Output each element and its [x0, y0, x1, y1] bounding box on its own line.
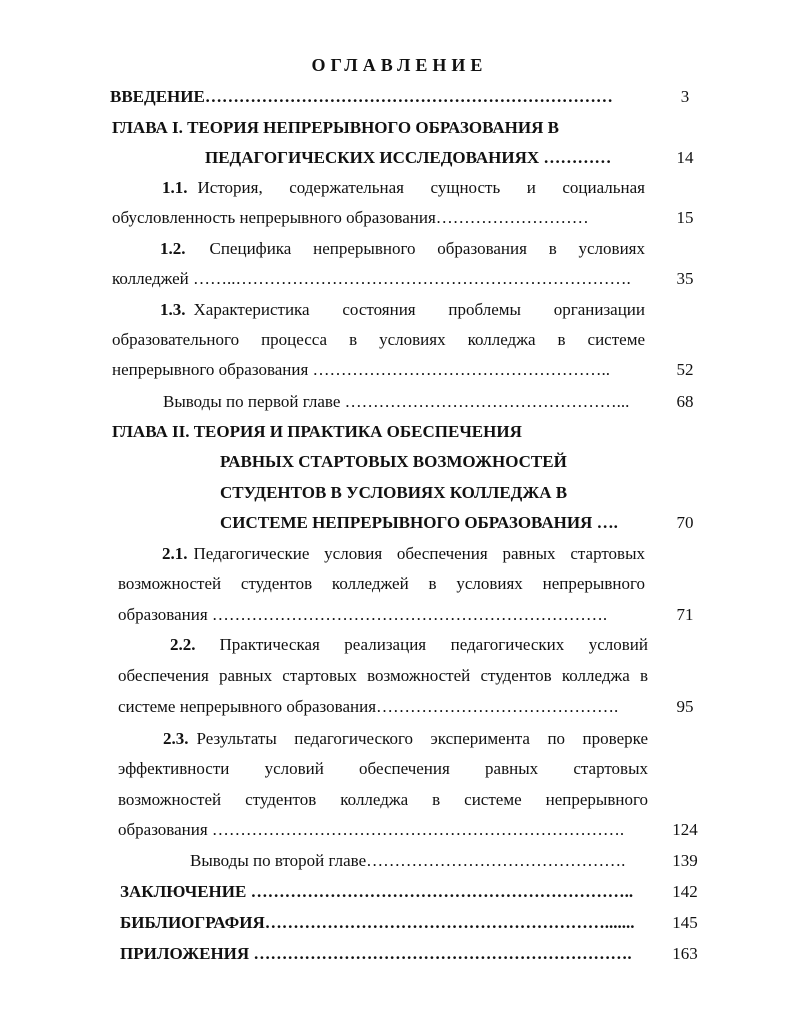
toc-page-intro: 3	[680, 87, 690, 106]
section-number: 2.3.	[163, 729, 189, 748]
toc-section-2-1-line3: образования …………………………………………………………….	[118, 605, 608, 624]
toc-chapter2-line3: СТУДЕНТОВ В УСЛОВИЯХ КОЛЛЕДЖА В	[220, 483, 568, 502]
toc-page-appendices: 163	[672, 944, 698, 963]
section-number: 1.1.	[162, 178, 188, 197]
toc-section-2-3-line2: эффективности условий обеспечения равных стартовых	[118, 759, 648, 778]
toc-page-chapter2: 70	[676, 513, 694, 532]
toc-section-1-3-line2: образовательного процесса в условиях колледжа в системе	[112, 330, 645, 349]
section-number: 2.1.	[162, 544, 188, 563]
toc-page-1-1: 15	[676, 208, 694, 227]
section-number: 2.2.	[170, 635, 196, 654]
toc-page-2-2: 95	[676, 697, 694, 716]
toc-conclusions-ch1: Выводы по первой главе …………………………………………...	[163, 392, 630, 411]
toc-section-2-3-line4: образования ……………………………………………………………….	[118, 820, 625, 839]
toc-section-1-3-line3: непрерывного образования ……………………………………………..	[112, 360, 611, 379]
toc-entry-bibliography-text: БИБЛИОГРАФИЯ…………………………………………………….......	[120, 913, 635, 932]
toc-page-conclusions-ch2: 139	[672, 851, 698, 870]
toc-entry-appendices	[120, 943, 632, 965]
toc-page-1-3: 52	[676, 360, 694, 379]
section-title: Результаты педагогического эксперимента по проверке	[196, 729, 648, 748]
section-number: 1.2.	[160, 239, 186, 258]
toc-entry-appendices-text: ПРИЛОЖЕНИЯ ………………………………………………………….	[120, 944, 632, 963]
section-title: Специфика непрерывного образования в условиях	[209, 239, 645, 258]
toc-page-1-2: 35	[676, 269, 694, 288]
toc-entry-conclusion-text: ЗАКЛЮЧЕНИЕ …………………………………………………………..	[120, 882, 634, 901]
toc-chapter2-line2: РАВНЫХ СТАРТОВЫХ ВОЗМОЖНОСТЕЙ	[220, 452, 567, 471]
toc-section-2-1-line2: возможностей студентов колледжей в условиях непрерывного	[118, 574, 645, 593]
section-title: Характеристика состояния проблемы организации	[193, 300, 645, 319]
toc-section-2-2-line3: системе непрерывного образования…………………………………….	[118, 697, 619, 716]
toc-chapter2-line4: СИСТЕМЕ НЕПРЕРЫВНОГО ОБРАЗОВАНИЯ ….	[220, 513, 618, 532]
section-number: 1.3.	[160, 300, 186, 319]
toc-section-1-2-line2: колледжей ……..…………………………………………………………….	[112, 269, 631, 288]
toc-section-1-1-line2: обусловленность непрерывного образования………………………	[112, 208, 589, 227]
toc-page-bibliography: 145	[672, 913, 698, 932]
toc-page-conclusion: 142	[672, 882, 698, 901]
toc-section-2-1-line1	[162, 543, 645, 565]
toc-section-1-1-line1	[162, 177, 645, 199]
section-title: История, содержательная сущность и социальная	[197, 178, 645, 197]
toc-section-1-2-line1	[160, 238, 645, 260]
toc-page-conclusions-ch1: 68	[676, 392, 694, 411]
toc-page-chapter1: 14	[676, 148, 694, 167]
toc-entry-intro: ВВЕДЕНИЕ………………………………………………………………	[110, 87, 613, 106]
toc-chapter2-line1: ГЛАВА II. ТЕОРИЯ И ПРАКТИКА ОБЕСПЕЧЕНИЯ	[112, 422, 522, 441]
toc-page-2-3: 124	[672, 820, 698, 839]
toc-chapter1-line1: ГЛАВА I. ТЕОРИЯ НЕПРЕРЫВНОГО ОБРАЗОВАНИЯ В	[112, 118, 559, 137]
toc-section-2-2-line2: обеспечения равных стартовых возможностей студентов колледжа в	[118, 666, 648, 685]
page-title: ОГЛАВЛЕНИЕ	[311, 55, 488, 75]
toc-chapter1-line2: ПЕДАГОГИЧЕСКИХ ИССЛЕДОВАНИЯХ …………	[205, 148, 612, 167]
toc-section-1-3-line1	[160, 299, 645, 321]
section-title: Практическая реализация педагогических условий	[219, 635, 648, 654]
toc-section-2-2-line1	[170, 634, 648, 656]
toc-section-2-3-line3: возможностей студентов колледжа в системе непрерывного	[118, 790, 648, 809]
toc-conclusions-ch2: Выводы по второй главе……………………………………….	[190, 851, 626, 870]
toc-entry-conclusion	[120, 881, 633, 903]
section-title: Педагогические условия обеспечения равных стартовых	[193, 544, 645, 563]
toc-entry-bibliography	[120, 912, 634, 934]
toc-page-2-1: 71	[676, 605, 694, 624]
toc-section-2-3-line1	[163, 728, 648, 750]
